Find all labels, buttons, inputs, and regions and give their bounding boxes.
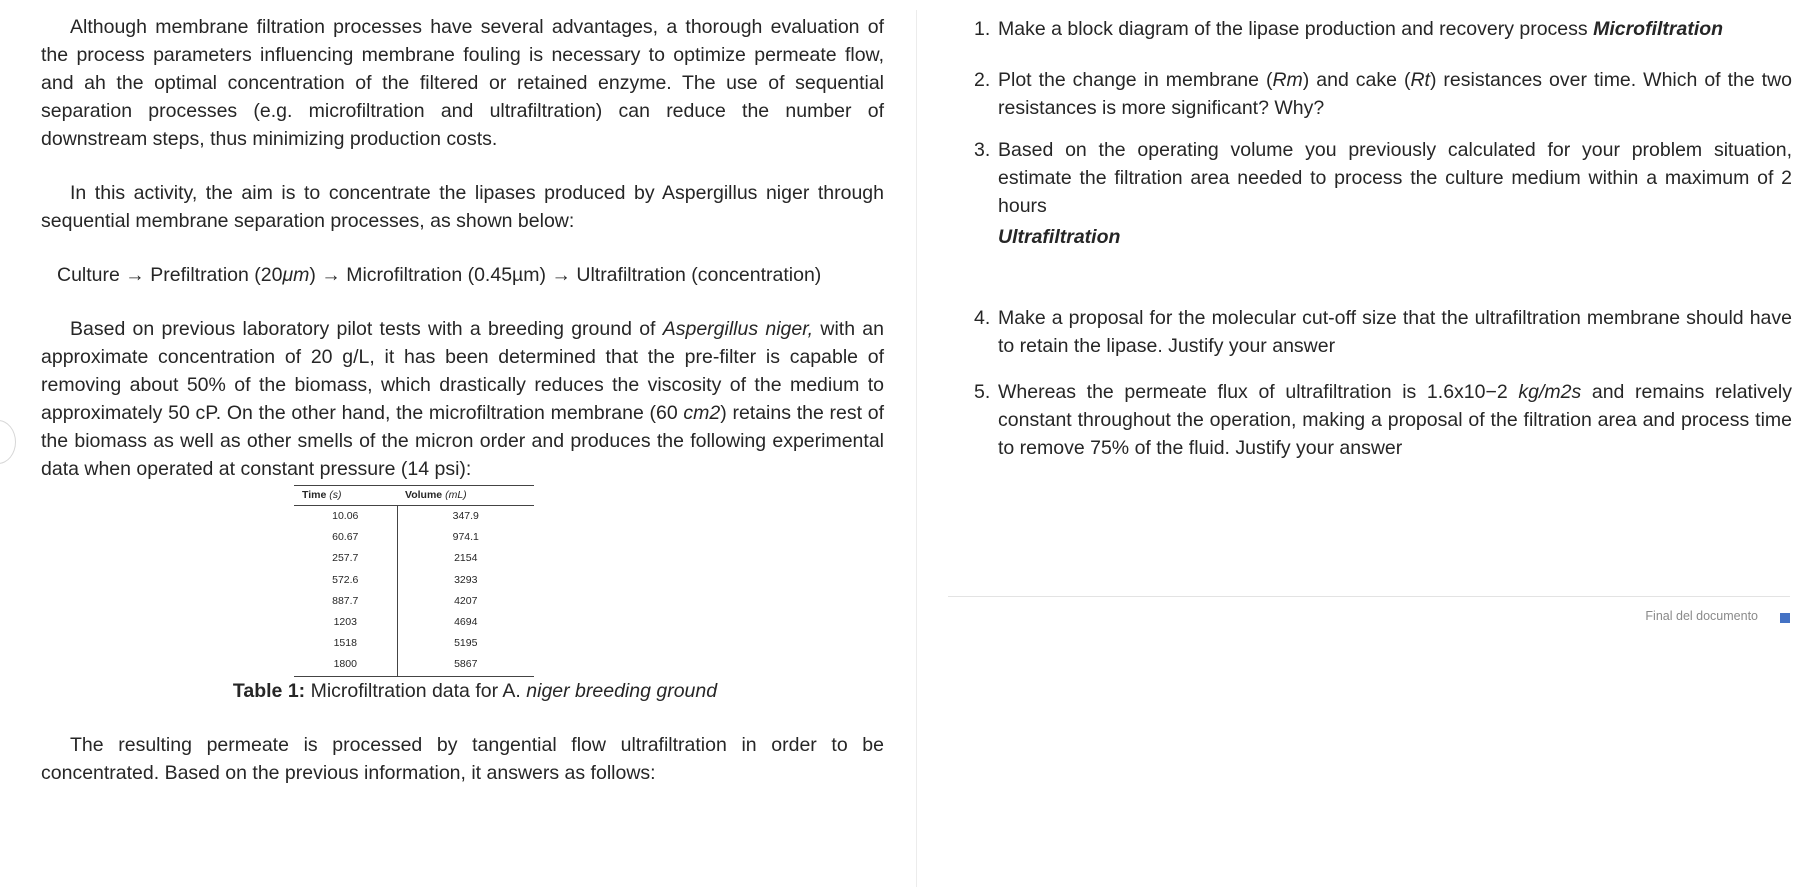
question-1: 1. Make a block diagram of the lipase production and recovery process Microfiltration (974, 18, 1724, 40)
table-row: 10.06 347.9 (294, 506, 534, 528)
arrow-icon: → (551, 264, 571, 286)
question-3: 3. Based on the operating volume you previously calculated for your problem situation, estimate the filtration area needed to process the culture medium within a maximum of 2 hours (974, 139, 1792, 217)
end-of-document-marker (1780, 613, 1790, 623)
process-flow (41, 261, 884, 289)
flow-ultrafiltration: Ultrafiltration (concentration) (576, 264, 822, 286)
right-column (974, 13, 1792, 462)
table-caption: Table 1: Microfiltration data for A. niger breeding ground (232, 679, 718, 702)
left-column (41, 13, 884, 787)
table-header-volume: Volume (mL) (397, 486, 534, 506)
section-heading-ultrafiltration: Ultrafiltration (998, 226, 1121, 248)
closing-paragraph: The resulting permeate is processed by tangential flow ultrafiltration in order to be concentrated. Based on the previous information, it answers as follows: (41, 733, 884, 784)
table-row: 887.7 4207 (294, 591, 534, 612)
column-divider (916, 10, 917, 887)
table-row: 572.6 3293 (294, 570, 534, 591)
microfiltration-data-table (294, 485, 534, 677)
table-row: 257.7 2154 (294, 548, 534, 569)
table-row: 60.67 974.1 (294, 527, 534, 548)
side-panel-handle[interactable] (0, 420, 16, 464)
table-row: 1518 5195 (294, 633, 534, 654)
flow-culture: Culture (57, 264, 120, 286)
question-2: 2. Plot the change in membrane (Rm) and cake (Rt) resistances over time. Which of the two resistances is more significant? Why? (974, 69, 1793, 119)
questions-list (974, 15, 1792, 220)
question-5: 5. Whereas the permeate flux of ultrafiltration is 1.6x10−2 kg/m2s and remains relatively constant throughout the operation, making a proposal of the filtration area and process time to remove 75% of the fluid. Justify your answer (974, 381, 1792, 459)
questions-list-ultrafiltration (974, 304, 1792, 462)
pilot-tests-paragraph: Based on previous laboratory pilot tests with a breeding ground of Aspergillus niger, with an approximate concentration of 20 g/L, it has been determined that the pre-filter is capable of removing about 50% of the biomass, which drastically reduces the viscosity of the medium to approximately 50 cP. On the other hand, the microfiltration membrane (60 cm2) retains the rest of the biomass as well as other smells of the micron order and produces the following experimental data when operated at constant pressure (14 psi): (41, 318, 885, 480)
table-row: 1800 5867 (294, 654, 534, 676)
end-of-document-label: Final del documento (1645, 609, 1758, 623)
arrow-icon: → (125, 264, 145, 286)
table-header-time: Time (s) (294, 486, 397, 506)
section-heading-microfiltration: Microfiltration (1593, 18, 1724, 40)
data-table-wrapper (232, 485, 718, 705)
arrow-icon: → (321, 264, 341, 286)
aim-paragraph: In this activity, the aim is to concentrate the lipases produced by Aspergillus niger through sequential membrane separation processes, as shown below: (41, 182, 884, 232)
end-of-document-rule (948, 596, 1790, 597)
question-4: 4. Make a proposal for the molecular cut-off size that the ultrafiltration membrane should have to retain the lipase. Justify your answer (974, 307, 1792, 357)
intro-paragraph: Although membrane filtration processes have several advantages, a thorough evaluation of the process parameters influencing membrane fouling is necessary to optimize permeate flow, and ah the optimal concentration of the filtered or retained enzyme. The use of sequential separation processes (e.g. microfiltration and ultrafiltration) can reduce the number of downstream steps, thus minimizing production costs. (41, 16, 884, 150)
table-row: 1203 4694 (294, 612, 534, 633)
flow-microfiltration: Microfiltration (0.45µm) (346, 264, 547, 286)
flow-prefiltration: Prefiltration (20μm) (150, 264, 316, 286)
